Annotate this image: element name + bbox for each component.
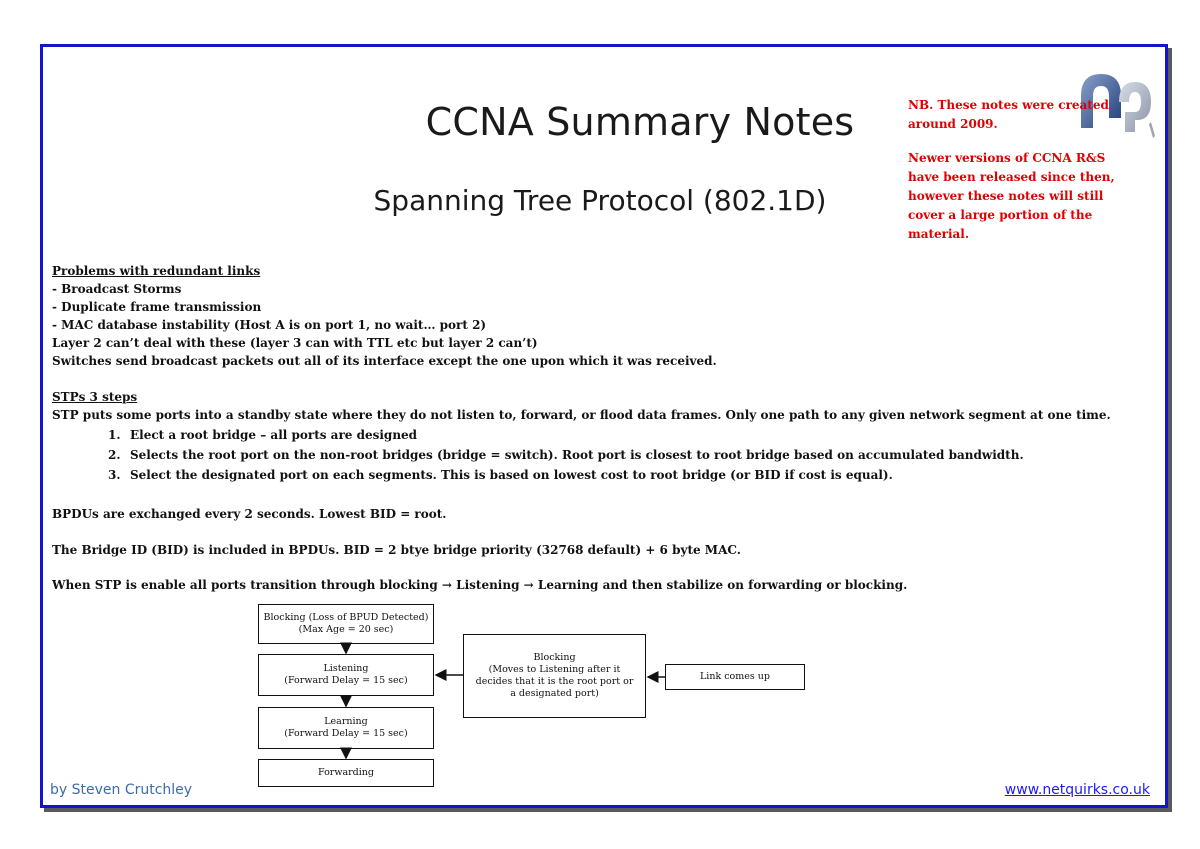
blocking-box: Blocking (Moves to Listening after it decides that it is the root port or a designated port): [463, 634, 646, 718]
author-credit: by Steven Crutchley: [50, 782, 193, 798]
stp-steps-heading: STPs 3 steps: [52, 390, 138, 404]
transition-line: When STP is enable all ports transition through blocking → Listening → Learning and then stabilize on forwarding or blocking.: [52, 578, 908, 592]
nb-note-versions: Newer versions of CCNA R&S have been released since then, however these notes will still cover a large portion of the material.: [908, 151, 1115, 241]
nb-note-date: NB. These notes were created around 2009.: [908, 98, 1109, 131]
list-item: 2. Selects the root port on the non-root bridges (bridge = switch). Root port is closest to root bridge based on accumulated bandwidth.: [108, 448, 1024, 462]
website-link[interactable]: www.netquirks.co.uk: [1004, 782, 1150, 798]
learning-box: Learning (Forward Delay = 15 sec): [258, 707, 434, 749]
stp-intro: STP puts some ports into a standby state where they do not listen to, forward, or flood data frames. Only one path to any given network segment at one time.: [52, 408, 1111, 422]
page-subtitle: Spanning Tree Protocol (802.1D): [373, 184, 827, 217]
list-item: 3. Select the designated port on each segments. This is based on lowest cost to root bridge (or BID if cost is equal).: [108, 468, 893, 482]
list-item: - Duplicate frame transmission: [52, 300, 262, 314]
listening-box: Listening (Forward Delay = 15 sec): [258, 654, 434, 696]
page-title: CCNA Summary Notes: [425, 100, 855, 144]
list-item: - MAC database instability (Host A is on port 1, no wait… port 2): [52, 318, 487, 332]
redundant-links-section: [52, 262, 717, 370]
list-item: Layer 2 can’t deal with these (layer 3 can with TTL etc but layer 2 can’t): [52, 336, 538, 350]
stp-steps-section: [52, 388, 1111, 485]
bid-line: The Bridge ID (BID) is included in BPDUs. BID = 2 btye bridge priority (32768 default) + 6 byte MAC.: [52, 543, 741, 557]
nb-note: [908, 96, 1118, 259]
bpdu-line: BPDUs are exchanged every 2 seconds. Lowest BID = root.: [52, 507, 447, 521]
list-item: Switches send broadcast packets out all of its interface except the one upon which it was received.: [52, 354, 717, 368]
redundant-links-heading: Problems with redundant links: [52, 264, 261, 278]
stp-steps-list: [108, 425, 1111, 485]
list-item: 1. Elect a root bridge – all ports are designed: [108, 428, 418, 442]
list-item: - Broadcast Storms: [52, 282, 182, 296]
link-up-box: Link comes up: [665, 664, 805, 690]
forwarding-box: Forwarding: [258, 759, 434, 787]
blocking-loss-box: Blocking (Loss of BPUD Detected) (Max Age = 20 sec): [258, 604, 434, 644]
